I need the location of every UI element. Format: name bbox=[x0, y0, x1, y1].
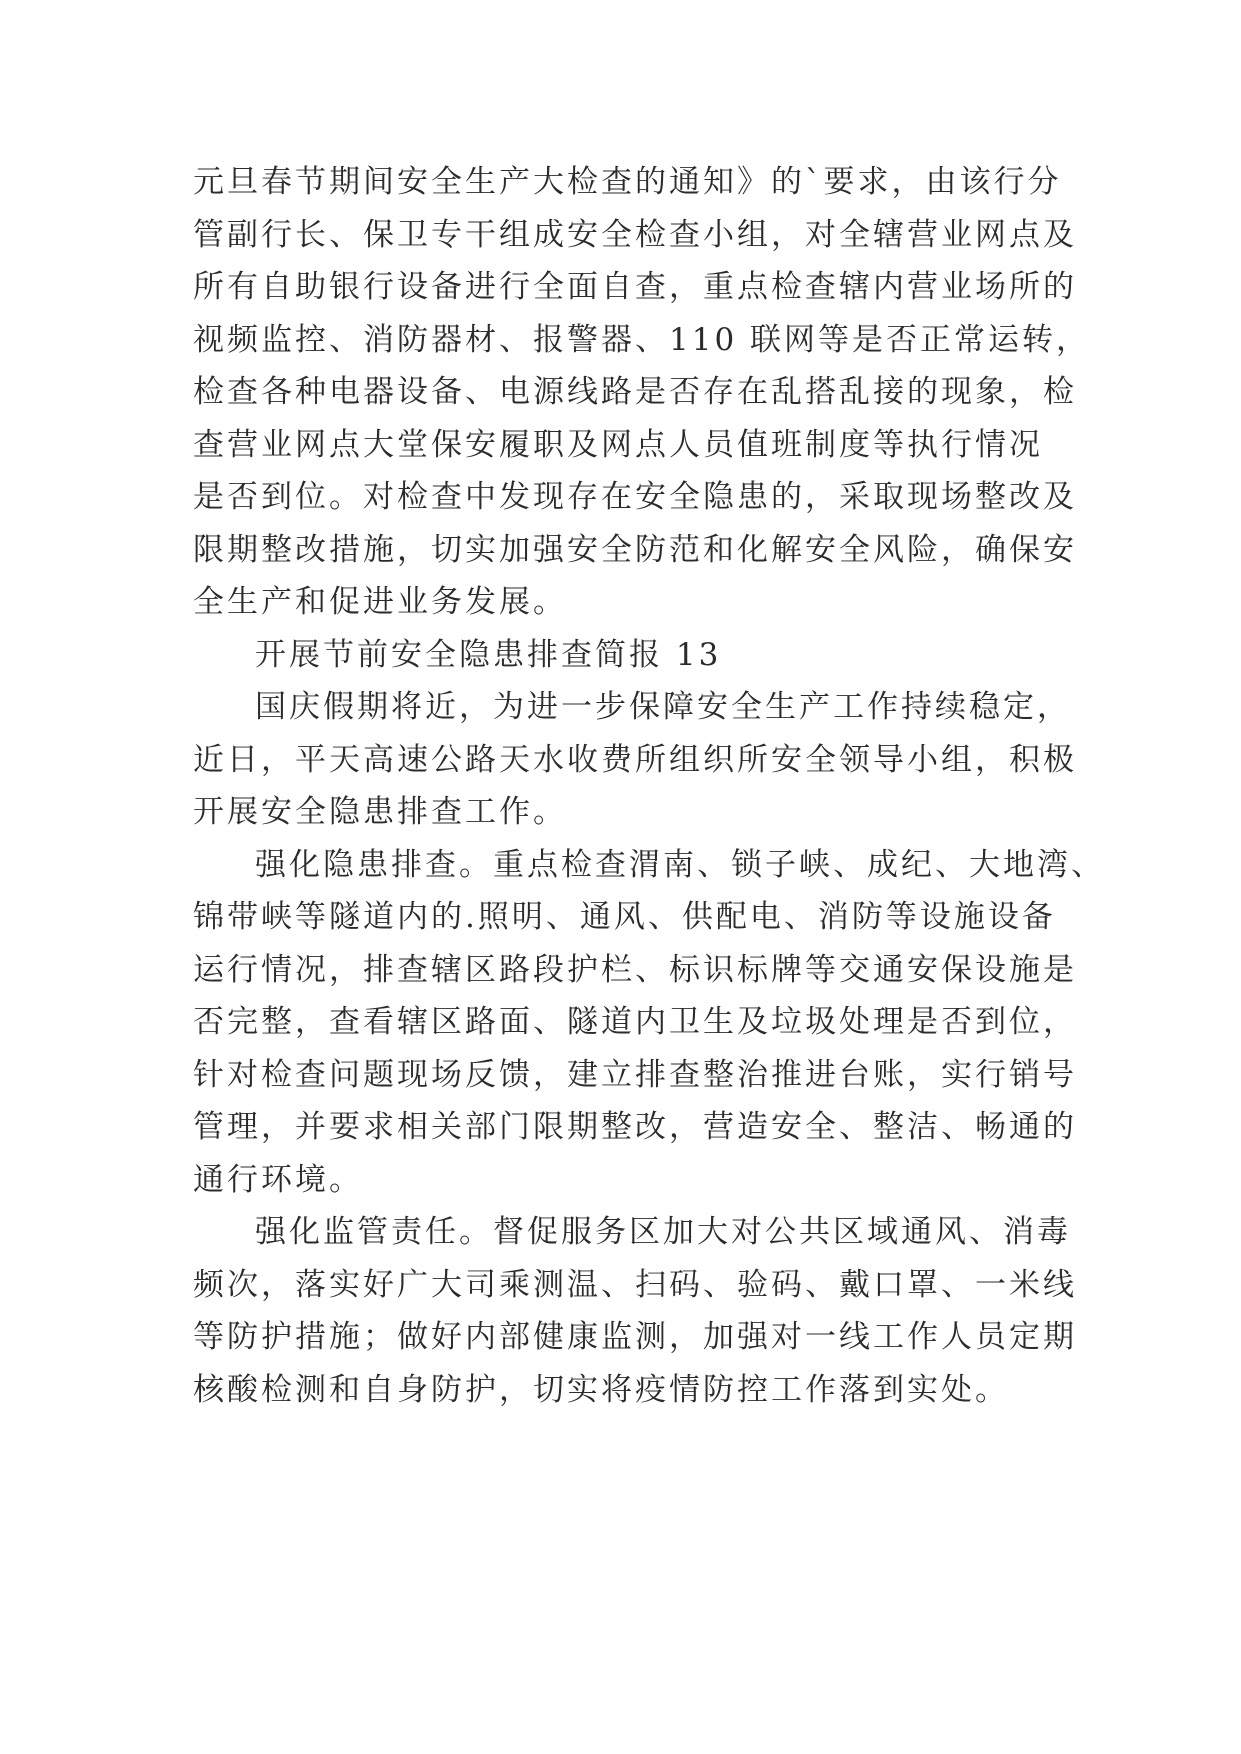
text-line: 核酸检测和自身防护，切实将疫情防控工作落到实处。 bbox=[193, 1371, 1009, 1408]
paragraph-national-day bbox=[193, 681, 1077, 839]
text-line: 检查各种电器设备、电源线路是否存在乱搭乱接的现象，检 bbox=[193, 374, 1077, 410]
text-line: 等防护措施；做好内部健康监测，加强对一线工作人员定期 bbox=[193, 1319, 1077, 1355]
text-line: 强化隐患排查。重点检查渭南、锁子峡、成纪、大地湾、 bbox=[255, 846, 1105, 883]
text-line: 视频监控、消防器材、报警器、110 联网等是否正常运转， bbox=[193, 321, 1091, 358]
text-line: 锦带峡等隧道内的.照明、通风、供配电、消防等设施设备 bbox=[193, 899, 1056, 935]
text-line: 全生产和促进业务发展。 bbox=[193, 584, 567, 620]
paragraph-supervision bbox=[193, 1206, 1077, 1416]
text-line: 管副行长、保卫专干组成安全检查小组，对全辖营业网点及 bbox=[193, 216, 1077, 253]
text-line: 近日，平天高速公路天水收费所组织所安全领导小组，积极 bbox=[193, 741, 1077, 778]
section-title: 开展节前安全隐患排查简报 13 bbox=[255, 636, 722, 673]
text-line: 所有自助银行设备进行全面自查，重点检查辖内营业场所的 bbox=[193, 269, 1077, 305]
text-line: 开展安全隐患排查工作。 bbox=[193, 794, 567, 830]
text-line: 强化监管责任。督促服务区加大对公共区域通风、消毒 bbox=[255, 1214, 1071, 1250]
text-line: 否完整，查看辖区路面、隧道内卫生及垃圾处理是否到位， bbox=[193, 1004, 1077, 1040]
text-line: 针对检查问题现场反馈，建立排查整治推进台账，实行销号 bbox=[193, 1056, 1077, 1093]
text-line: 管理，并要求相关部门限期整改，营造安全、整洁、畅通的 bbox=[193, 1109, 1077, 1145]
text-line: 元旦春节期间安全生产大检查的通知》的`要求，由该行分 bbox=[193, 164, 1062, 200]
text-line: 频次，落实好广大司乘测温、扫码、验码、戴口罩、一米线 bbox=[193, 1266, 1077, 1303]
text-line: 运行情况，排查辖区路段护栏、标识标牌等交通安保设施是 bbox=[193, 951, 1077, 988]
document-body bbox=[193, 156, 1105, 1416]
text-line: 是否到位。对检查中发现存在安全隐患的，采取现场整改及 bbox=[193, 479, 1077, 515]
text-line: 限期整改措施，切实加强安全防范和化解安全风险，确保安 bbox=[193, 531, 1077, 568]
text-line: 查营业网点大堂保安履职及网点人员值班制度等执行情况 bbox=[193, 426, 1043, 463]
text-line: 通行环境。 bbox=[193, 1161, 363, 1198]
paragraph-safety-inspection bbox=[193, 156, 1091, 629]
text-line: 国庆假期将近，为进一步保障安全生产工作持续稳定， bbox=[255, 689, 1071, 725]
paragraph-hazard-inspection bbox=[193, 839, 1105, 1207]
